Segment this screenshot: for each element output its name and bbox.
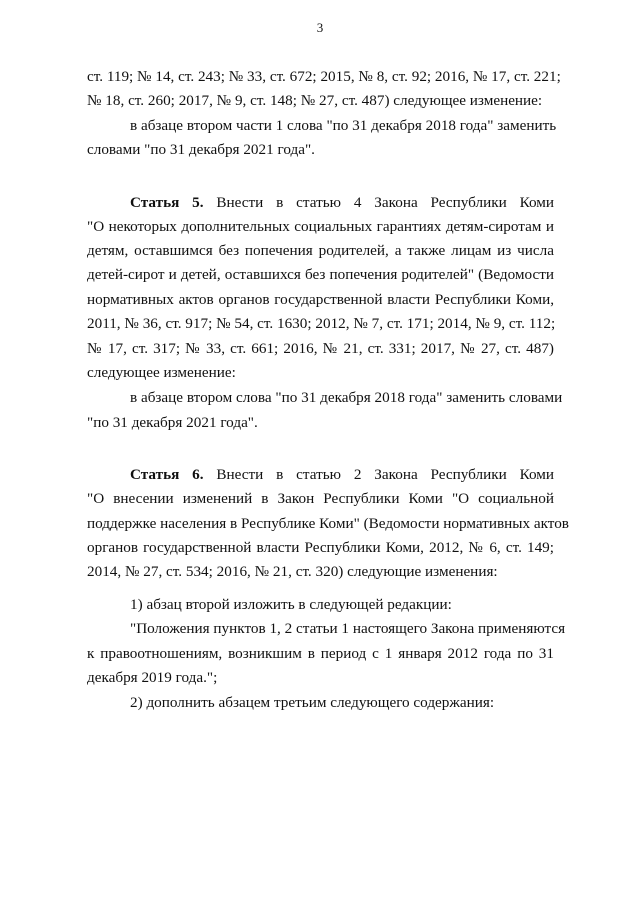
text-line: органов государственной власти Республики Коми, 2012, № 6, ст. 149;	[87, 539, 554, 556]
text-line: декабря 2019 года.";	[87, 669, 218, 686]
text-line: в абзаце втором слова "по 31 декабря 2018 года" заменить словами	[130, 389, 563, 406]
text-line: № 18, ст. 260; 2017, № 9, ст. 148; № 27, ст. 487) следующее изменение:	[87, 92, 543, 109]
text-line: Внести в статью 2 Закона Республики Коми	[216, 466, 554, 483]
text-line: "Положения пунктов 1, 2 статьи 1 настоящего Закона применяются	[130, 620, 566, 637]
text-line: в абзаце втором части 1 слова "по 31 декабря 2018 года" заменить	[130, 117, 557, 134]
text-line: следующее изменение:	[87, 364, 236, 381]
text-line: 2011, № 36, ст. 917; № 54, ст. 1630; 2012, № 7, ст. 171; 2014, № 9, ст. 112;	[87, 315, 556, 332]
article-6-label: Статья 6.	[130, 466, 204, 483]
text-line: "О внесении изменений в Закон Республики Коми "О социальной	[87, 490, 554, 507]
text-line: 2014, № 27, ст. 534; 2016, № 21, ст. 320) следующие изменения:	[87, 563, 498, 580]
text-line: ст. 119; № 14, ст. 243; № 33, ст. 672; 2015, № 8, ст. 92; 2016, № 17, ст. 221;	[87, 68, 561, 85]
text-line: к правоотношениям, возникшим в период с 1 января 2012 года по 31	[87, 645, 554, 662]
text-line: Внести в статью 4 Закона Республики Коми	[216, 194, 554, 211]
text-line: № 17, ст. 317; № 33, ст. 661; 2016, № 21, ст. 331; 2017, № 27, ст. 487)	[87, 340, 554, 357]
article-5-label: Статья 5.	[130, 194, 204, 211]
text-line: поддержке населения в Республике Коми" (Ведомости нормативных актов	[87, 515, 569, 532]
text-line: нормативных актов органов государственной власти Республики Коми,	[87, 291, 554, 308]
text-line: детей-сирот и детей, оставшихся без попечения родителей" (Ведомости	[87, 266, 554, 283]
text-line: детям, оставшимся без попечения родителей, а также лицам из числа	[87, 242, 554, 259]
article-6-heading-line	[130, 466, 554, 484]
article-5-heading-line	[130, 194, 554, 212]
text-line: "О некоторых дополнительных социальных гарантиях детям-сиротам и	[87, 218, 554, 235]
page-number: 3	[316, 20, 324, 35]
text-line: словами "по 31 декабря 2021 года".	[87, 141, 315, 158]
text-line: "по 31 декабря 2021 года".	[87, 414, 258, 431]
text-line: 1) абзац второй изложить в следующей редакции:	[130, 596, 452, 613]
text-line: 2) дополнить абзацем третьим следующего содержания:	[130, 694, 495, 711]
